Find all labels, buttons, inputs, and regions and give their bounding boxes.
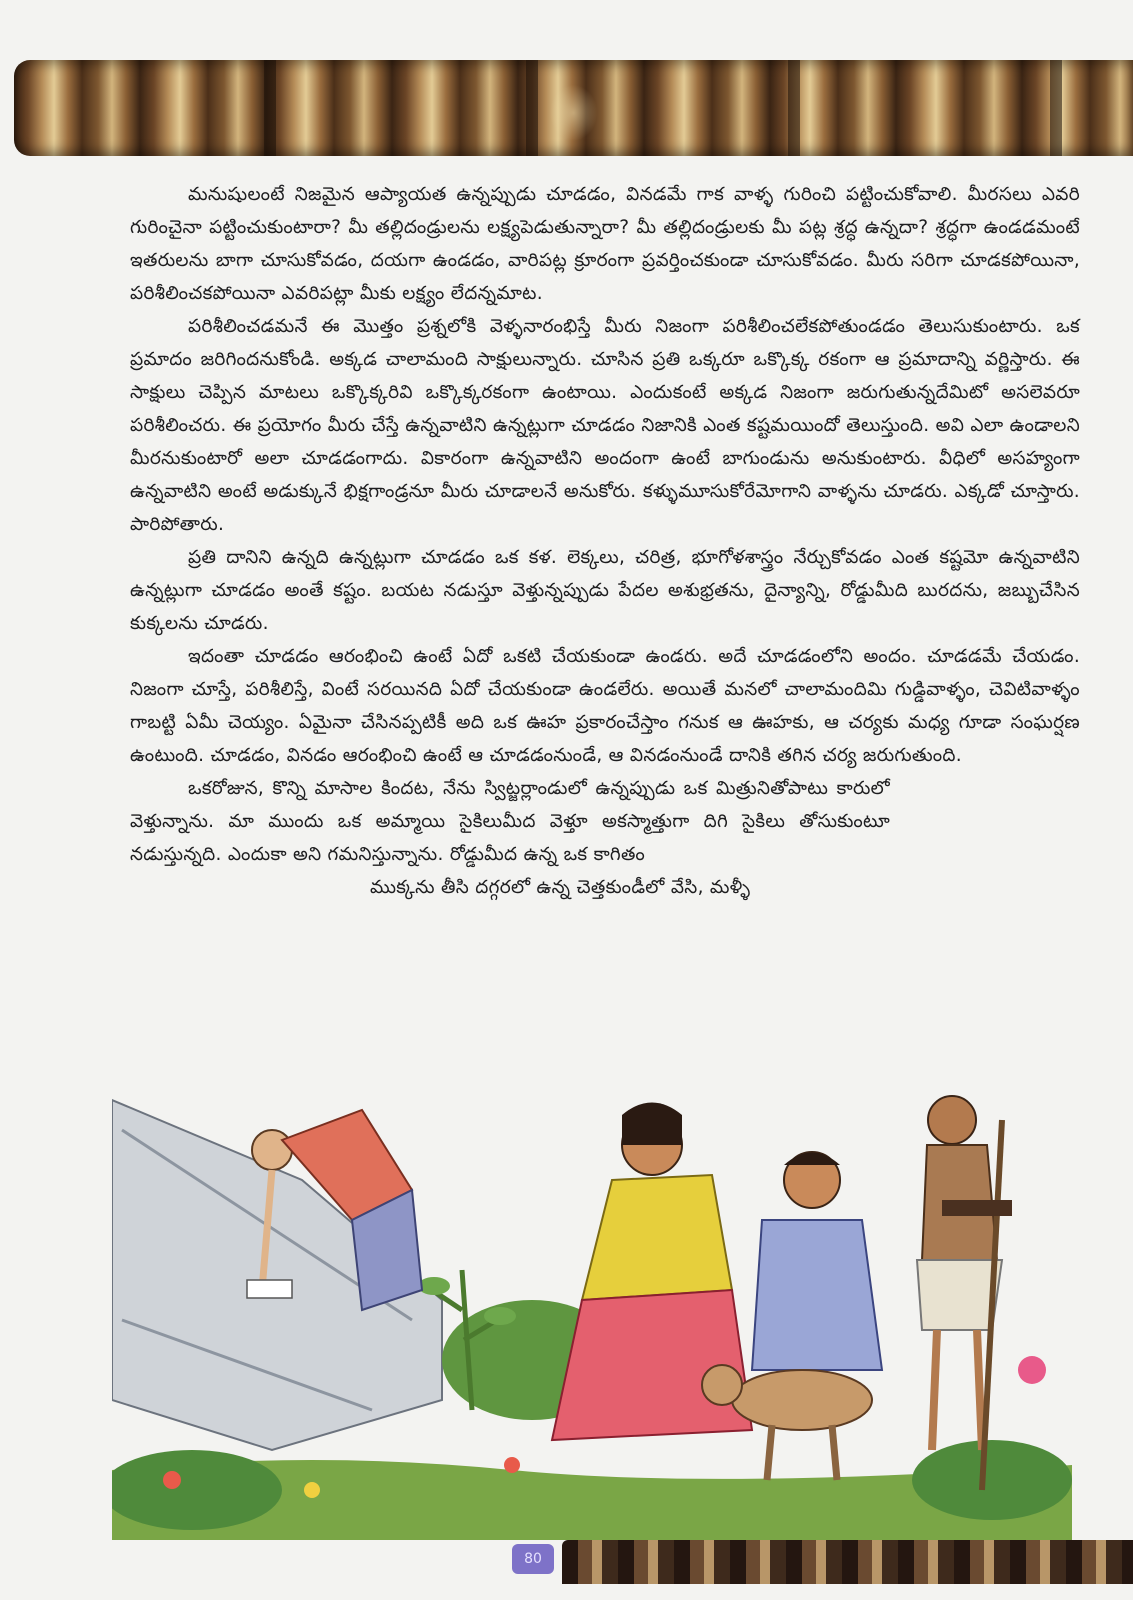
decorative-footer-bar <box>562 1540 1133 1584</box>
body-text <box>130 178 1080 904</box>
decorative-header-banner <box>14 60 1133 156</box>
paragraph: ఇదంతా చూడడం ఆరంభించి ఉంటే ఏదో ఒకటి చేయకుండా ఉండరు. అదే చూడడంలోని అందం. చూడడమే చేయడం. నిజంగా చూస్తే, పరిశీలిస్తే, వింటే సరయినది ఏదో చేయకుండా ఉండలేరు. అయితే మనలో చాలామందిమి గుడ్డివాళ్ళం, చెవిటివాళ్ళం గాబట్టి ఏమీ చెయ్యం. ఏమైనా చేసినప్పటికీ అది ఒక ఊహ ప్రకారంచేస్తాం గనుక ఆ ఊహకు, ఆ చర్యకు మధ్య గూడా సంఘర్షణ ఉంటుంది. చూడడం, వినడం ఆరంభించి ఉంటే ఆ చూడడంనుండే, ఆ వినడంనుండే దానికి తగిన చర్య జరుగుతుంది. <box>130 646 1080 766</box>
boy-with-dog <box>752 1152 882 1370</box>
paragraph: ఒకరోజున, కొన్ని మాసాల కిందట, నేను స్విట్జర్లాండులో ఉన్నప్పుడు ఒక మిత్రునితోపాటు కారులో వెళ్తున్నాను. మా ముందు ఒక అమ్మాయి సైకిలుమీద వెళ్తూ అకస్మాత్తుగా దిగి సైకిలు తోసుకుంటూ నడుస్తున్నది. ఎందుకా అని గమనిస్తున్నాను. రోడ్డుమీద ఉన్న ఒక కాగితం <box>130 778 890 865</box>
illustration <box>112 1070 1072 1540</box>
paragraph: మనుషులంటే నిజమైన ఆప్యాయత ఉన్నప్పుడు చూడడం, వినడమే గాక వాళ్ళ గురించి పట్టించుకోవాలి. మీరసలు ఎవరి గురించైనా పట్టించుకుంటారా? మీ తల్లిదండ్రులను లక్ష్యపెడుతున్నారా? మీ తల్లిదండ్రులకు మీ పట్ల శ్రద్ధ ఉన్నదా? శ్రద్ధగా ఉండడమంటే ఇతరులను బాగా చూసుకోవడం, దయగా ఉండడం, వారిపట్ల క్రూరంగా ప్రవర్తించకుండా చూసుకోవడం. మీరు సరిగా చూడకపోయినా, పరిశీలించకపోయినా ఎవరిపట్లా మీకు లక్ష్యం లేదన్నమాట. <box>130 184 1080 304</box>
paragraph: పరిశీలించడమనే ఈ మొత్తం ప్రశ్నలోకి వెళ్ళనారంభిస్తే మీరు నిజంగా పరిశీలించలేకపోతుండడం తెలుసుకుంటారు. ఒక ప్రమాదం జరిగిందనుకోండి. అక్కడ చాలామంది సాక్షులున్నారు. చూసిన ప్రతి ఒక్కరూ ఒక్కొక్క రకంగా ఆ ప్రమాదాన్ని వర్ణిస్తారు. ఈ సాక్షులు చెప్పిన మాటలు ఒక్కొక్కరివి ఒక్కొక్కరకంగా ఉంటాయి. ఎందుకంటే అక్కడ నిజంగా జరుగుతున్నదేమిటో అసలెవరూ పరిశీలించరు. ఈ ప్రయోగం మీరు చేస్తే ఉన్నవాటిని ఉన్నట్లుగా చూడడం నిజానికి ఎంత కష్టమయిందో తెలుస్తుంది. అవి ఎలా ఉండాలని మీరనుకుంటారో అలా చూడడంగాదు. వికారంగా ఉన్నవాటిని అందంగా ఉంటే బాగుండును అనుకుంటారు. వీధిలో అసహ్యంగా ఉన్నవాటిని అంటే అడుక్కునే భిక్షగాండ్రనూ మీరు చూడాలనే అనుకోరు. కళ్ళుమూసుకోరేమోగాని వాళ్ళను చూడరు. ఎక్కడో చూస్తారు. పారిపోతారు. <box>130 316 1080 535</box>
page-number: 80 <box>512 1544 554 1574</box>
old-man-with-stick <box>917 1096 1012 1490</box>
paragraph: ముక్కను తీసి దగ్గరలో ఉన్న చెత్తకుండీలో వేసి, మళ్ళీ <box>370 877 751 898</box>
paragraph: ప్రతి దానిని ఉన్నది ఉన్నట్లుగా చూడడం ఒక కళ. లెక్కలు, చరిత్ర, భూగోళశాస్త్రం నేర్చుకోవడం ఎంత కష్టమో ఉన్నవాటిని ఉన్నట్లుగా చూడడం అంతే కష్టం. బయట నడుస్తూ వెళ్తున్నప్పుడు పేదల అశుభ్రతను, దైన్యాన్ని, రోడ్డుమీది బురదను, జబ్బుచేసిన కుక్కలను చూడరు. <box>130 547 1080 634</box>
